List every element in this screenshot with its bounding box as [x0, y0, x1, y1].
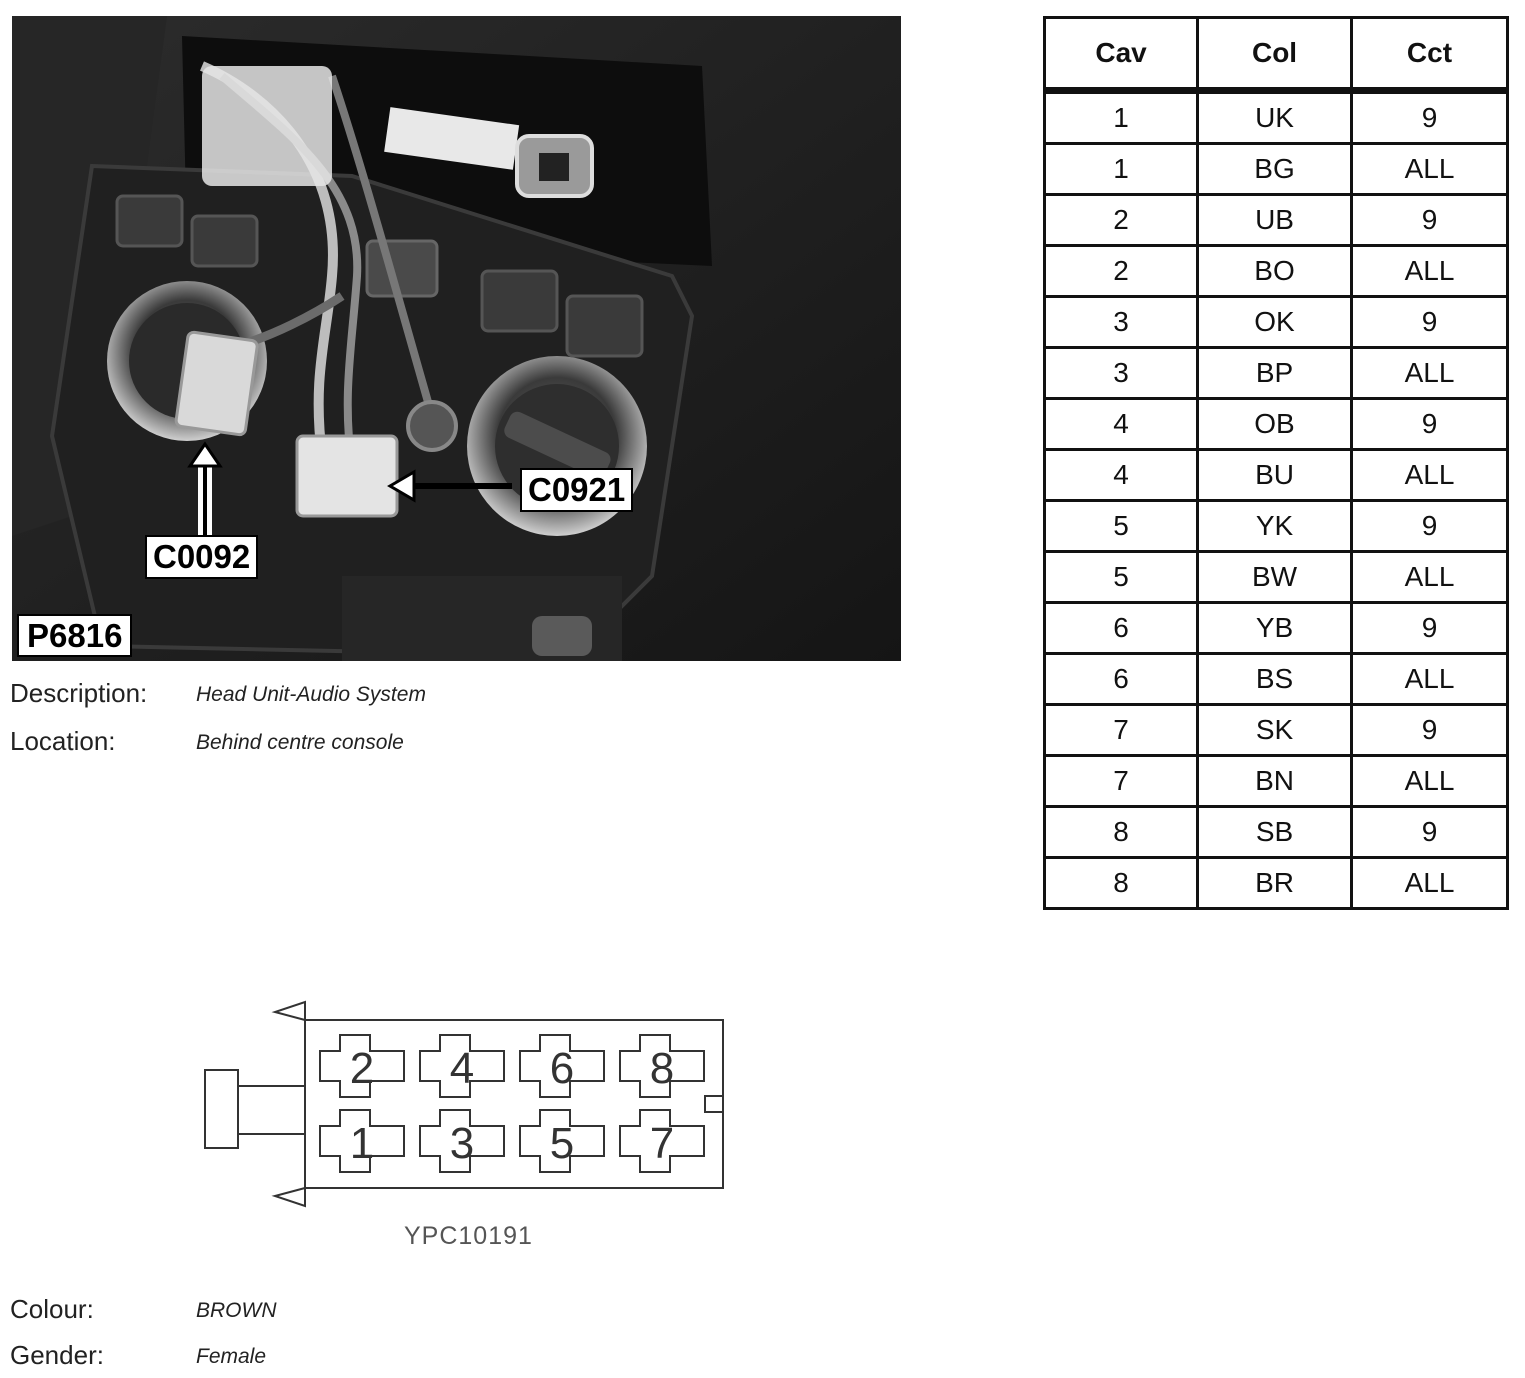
cavity-4-label: 4: [449, 1044, 475, 1093]
cell-cct: ALL: [1351, 756, 1507, 807]
table-row: [1045, 348, 1508, 399]
cavity-7-label: 7: [649, 1119, 675, 1168]
cell-cct: 9: [1351, 91, 1507, 144]
photo-reference-label: P6816: [17, 614, 132, 657]
polarising-key: [705, 1096, 723, 1112]
cell-cav: 6: [1045, 603, 1198, 654]
table-row: [1045, 399, 1508, 450]
header-col: Col: [1198, 18, 1352, 91]
cell-cav: 8: [1045, 858, 1198, 909]
callout-c0921: C0921: [520, 468, 633, 512]
cell-cav: 7: [1045, 756, 1198, 807]
cell-col: YB: [1198, 603, 1352, 654]
cell-col: BW: [1198, 552, 1352, 603]
cell-cct: ALL: [1351, 246, 1507, 297]
cell-cct: ALL: [1351, 654, 1507, 705]
cavity-2-label: 2: [349, 1044, 375, 1093]
cell-cct: 9: [1351, 297, 1507, 348]
cell-cav: 5: [1045, 552, 1198, 603]
cell-col: OK: [1198, 297, 1352, 348]
table-row: [1045, 603, 1508, 654]
location-value: Behind centre console: [196, 731, 404, 754]
table-row: [1045, 501, 1508, 552]
colour-value: BROWN: [196, 1299, 277, 1322]
table-row: [1045, 297, 1508, 348]
cell-col: BG: [1198, 144, 1352, 195]
gender-value: Female: [196, 1345, 267, 1368]
cell-cav: 3: [1045, 297, 1198, 348]
table-row: [1045, 144, 1508, 195]
cell-cct: ALL: [1351, 552, 1507, 603]
cell-cav: 2: [1045, 195, 1198, 246]
cell-cct: 9: [1351, 195, 1507, 246]
header-cav: Cav: [1045, 18, 1198, 91]
cavity-8-label: 8: [649, 1044, 675, 1093]
cell-cav: 4: [1045, 399, 1198, 450]
cell-col: OB: [1198, 399, 1352, 450]
cell-col: BR: [1198, 858, 1352, 909]
cell-cav: 6: [1045, 654, 1198, 705]
colour-label: Colour:: [10, 1294, 94, 1324]
cell-col: BS: [1198, 654, 1352, 705]
pinout-table: [1043, 16, 1509, 910]
table-row: [1045, 552, 1508, 603]
cell-col: UB: [1198, 195, 1352, 246]
cell-cct: 9: [1351, 705, 1507, 756]
cell-cct: ALL: [1351, 348, 1507, 399]
cell-cct: 9: [1351, 399, 1507, 450]
cell-cav: 1: [1045, 144, 1198, 195]
cell-col: YK: [1198, 501, 1352, 552]
location-label: Location:: [10, 726, 116, 756]
cell-col: BO: [1198, 246, 1352, 297]
cell-cct: 9: [1351, 501, 1507, 552]
table-row: [1045, 654, 1508, 705]
cavity-6-label: 6: [549, 1044, 575, 1093]
cell-col: SB: [1198, 807, 1352, 858]
table-row: [1045, 195, 1508, 246]
table-row: [1045, 705, 1508, 756]
table-row: [1045, 858, 1508, 909]
table-header-row: [1045, 18, 1508, 91]
description-label: Description:: [10, 678, 148, 708]
callout-c0092: C0092: [145, 535, 258, 579]
cell-cct: ALL: [1351, 858, 1507, 909]
bottom-latch: [275, 1188, 305, 1206]
cell-cct: ALL: [1351, 450, 1507, 501]
cell-cav: 3: [1045, 348, 1198, 399]
description-value: Head Unit-Audio System: [196, 683, 426, 706]
cell-cct: 9: [1351, 603, 1507, 654]
header-cct: Cct: [1351, 18, 1507, 91]
cell-col: BP: [1198, 348, 1352, 399]
cell-cav: 7: [1045, 705, 1198, 756]
gender-label: Gender:: [10, 1340, 104, 1370]
top-latch: [275, 1002, 305, 1020]
cell-cav: 5: [1045, 501, 1198, 552]
table-row: [1045, 91, 1508, 144]
cell-cav: 4: [1045, 450, 1198, 501]
connector-face-diagram: [195, 1000, 735, 1210]
table-row: [1045, 756, 1508, 807]
connector-location-photo: [12, 16, 901, 661]
connector-part-code: YPC10191: [404, 1222, 533, 1250]
cavity-3-label: 3: [449, 1119, 475, 1168]
cavity-5-label: 5: [549, 1119, 575, 1168]
cell-cav: 2: [1045, 246, 1198, 297]
cell-cav: 8: [1045, 807, 1198, 858]
locking-tab: [205, 1070, 238, 1148]
table-row: [1045, 246, 1508, 297]
cell-col: BN: [1198, 756, 1352, 807]
cell-cav: 1: [1045, 91, 1198, 144]
cavity-1-label: 1: [349, 1119, 375, 1168]
cell-col: BU: [1198, 450, 1352, 501]
cell-col: UK: [1198, 91, 1352, 144]
cell-col: SK: [1198, 705, 1352, 756]
table-row: [1045, 450, 1508, 501]
cell-cct: 9: [1351, 807, 1507, 858]
table-row: [1045, 807, 1508, 858]
cell-cct: ALL: [1351, 144, 1507, 195]
